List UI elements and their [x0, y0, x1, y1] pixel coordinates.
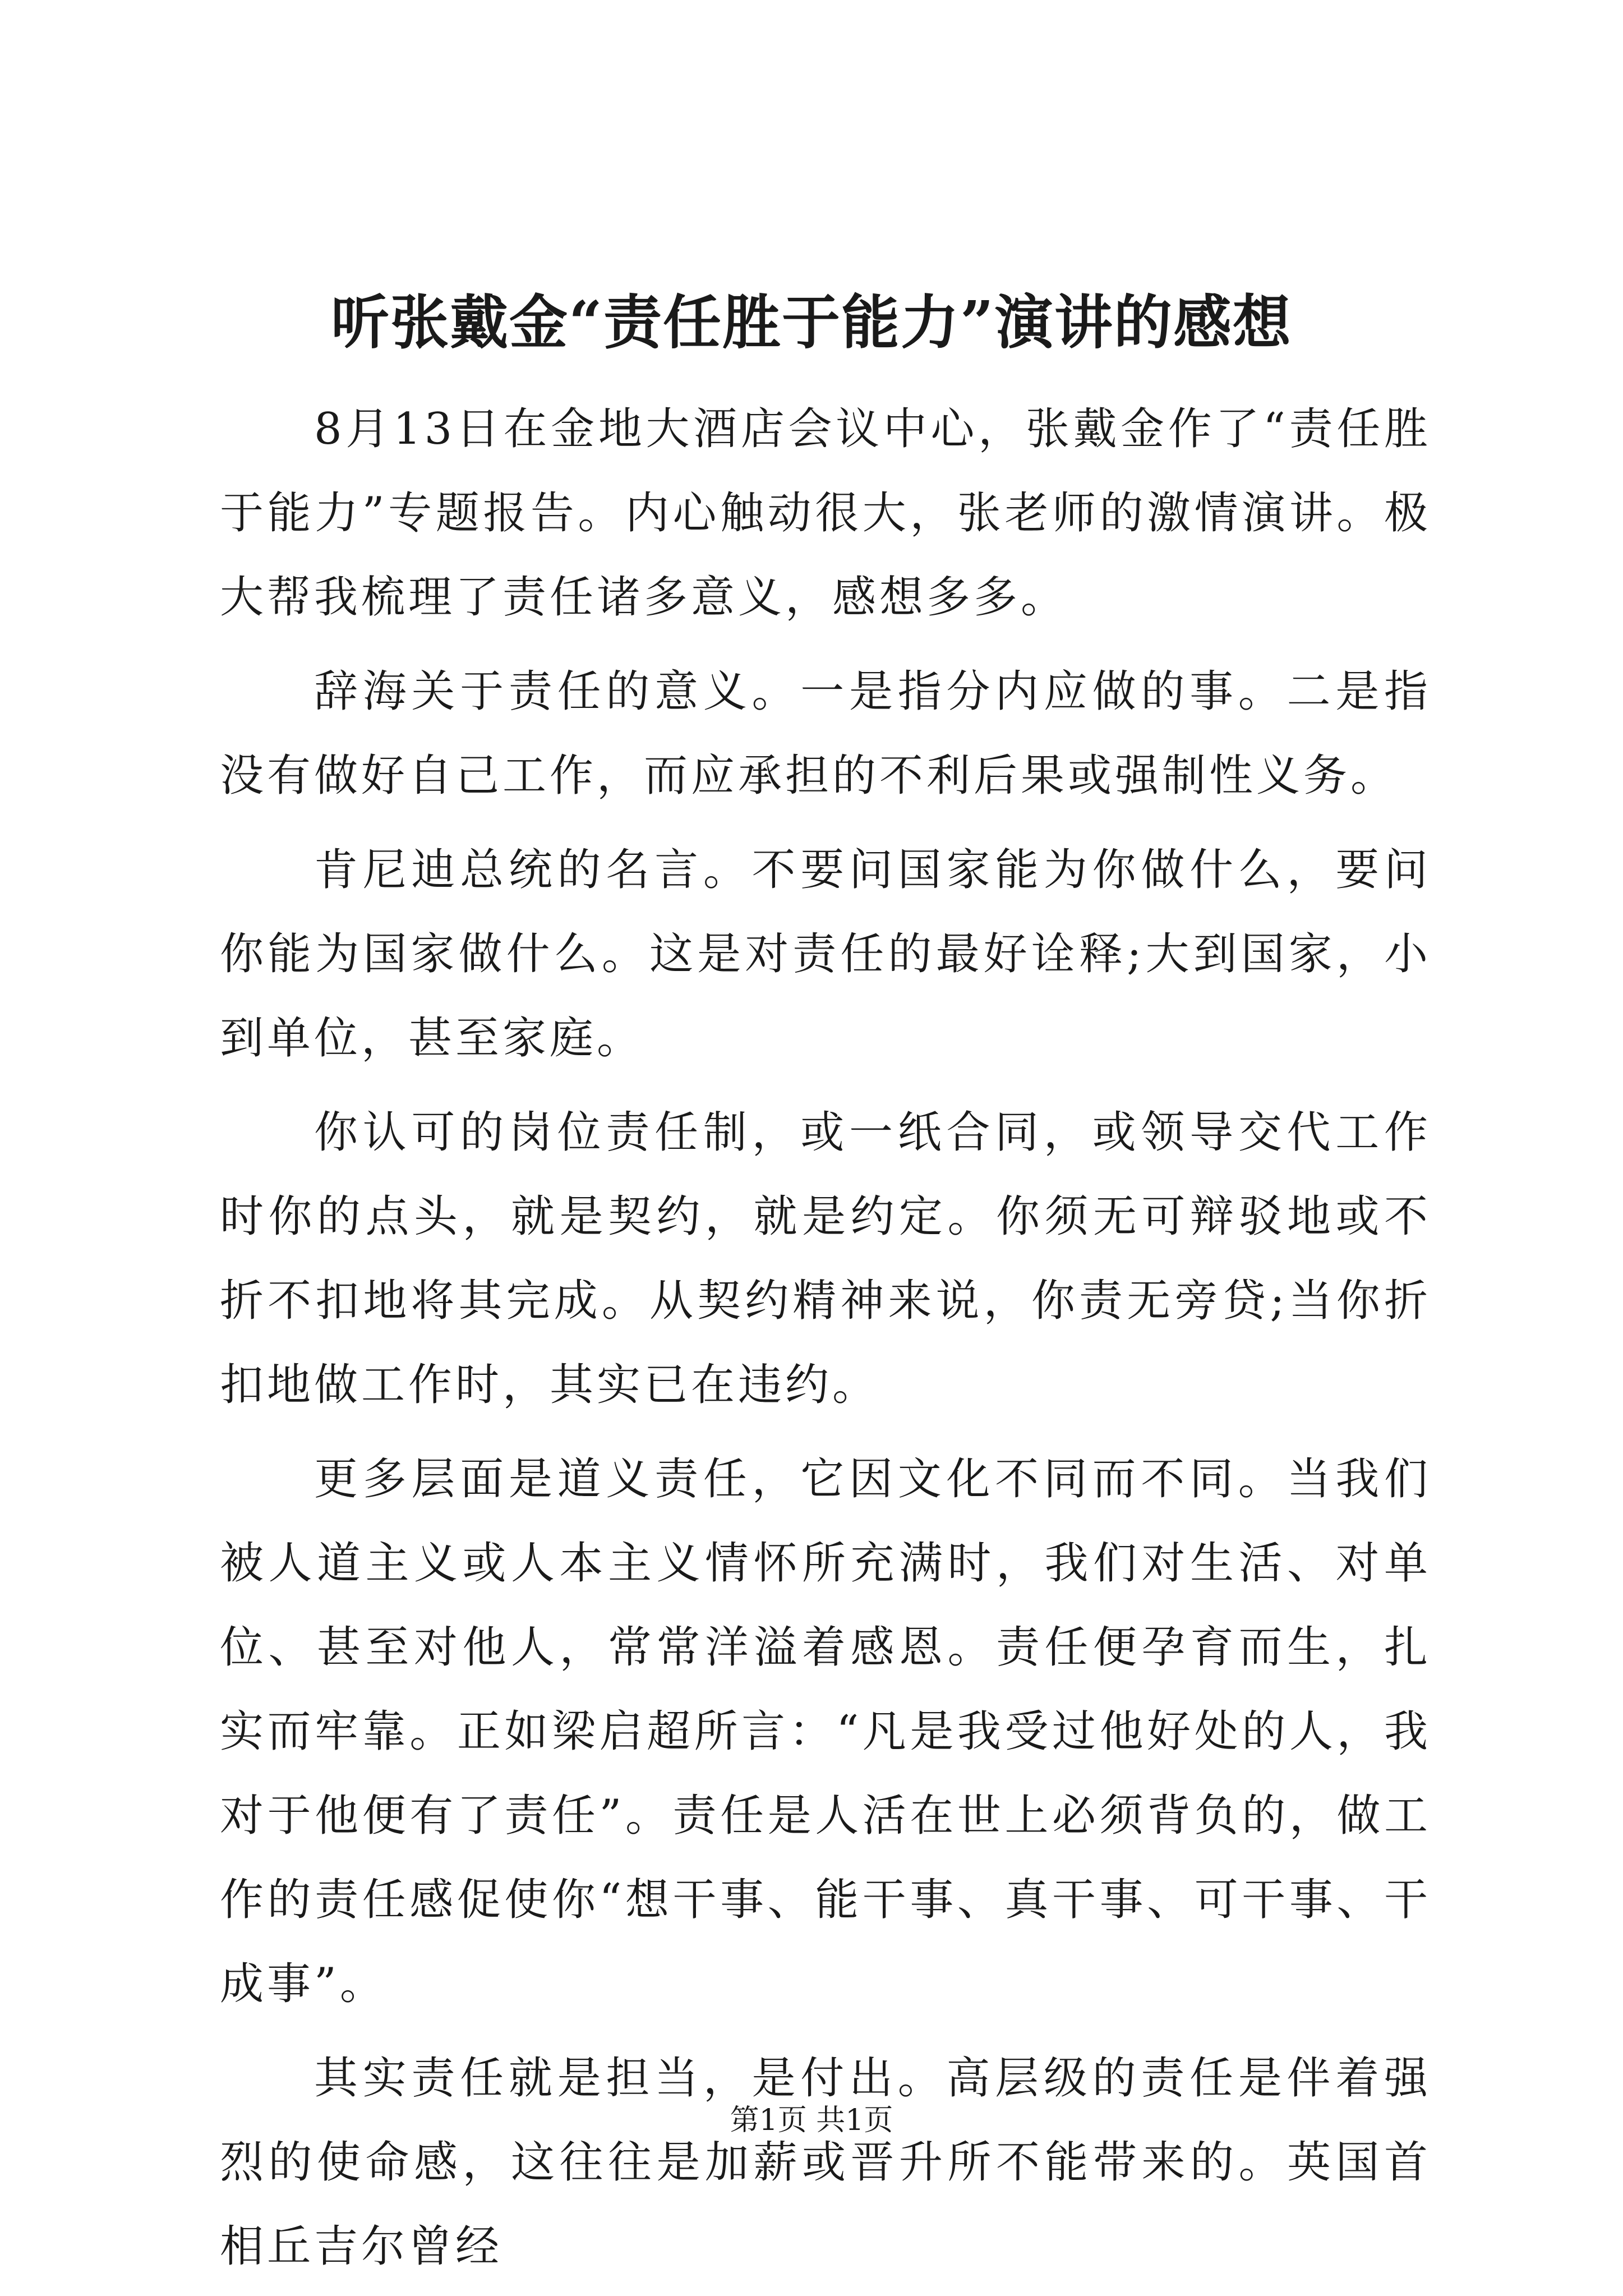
- paragraph-5: 更多层面是道义责任，它因文化不同而不同。当我们被人道主义或人本主义情怀所充满时，我们对生活、对单位、甚至对他人，常常洋溢着感恩。责任便孕育而生，扎实而牢靠。正如梁启超所言：“凡是我受过他好处的人，我对于他便有了责任”。责任是人活在世上必须背负的，做工作的责任感促使你“想干事、能干事、真干事、可干事、干成事”。: [220, 1454, 1431, 2009]
- paragraph-4: 你认可的岗位责任制，或一纸合同，或领导交代工作时你的点头，就是契约，就是约定。你须无可辩驳地或不折不扣地将其完成。从契约精神来说，你责无旁贷;当你折扣地做工作时，其实已在违约。: [220, 1107, 1431, 1410]
- page-footer: 第1页 共1页: [730, 2104, 893, 2137]
- paragraph-2: 辞海关于责任的意义。一是指分内应做的事。二是指没有做好自己工作，而应承担的不利后果或强制性义务。: [220, 666, 1431, 801]
- document-title: 听张戴金“责任胜于能力”演讲的感想: [331, 288, 1292, 357]
- paragraph-6: 其实责任就是担当，是付出。高层级的责任是伴着强烈的使命感，这往往是加薪或晋升所不能带来的。英国首相丘吉尔曾经: [220, 2053, 1431, 2272]
- paragraph-1: 8月13日在金地大酒店会议中心，张戴金作了“责任胜于能力”专题报告。内心触动很大，张老师的激情演讲。极大帮我梳理了责任诸多意义，感想多多。: [220, 404, 1431, 623]
- paragraph-3: 肯尼迪总统的名言。不要问国家能为你做什么，要问你能为国家做什么。这是对责任的最好诠释;大到国家，小到单位，甚至家庭。: [220, 845, 1431, 1064]
- document-body: [220, 387, 1431, 2289]
